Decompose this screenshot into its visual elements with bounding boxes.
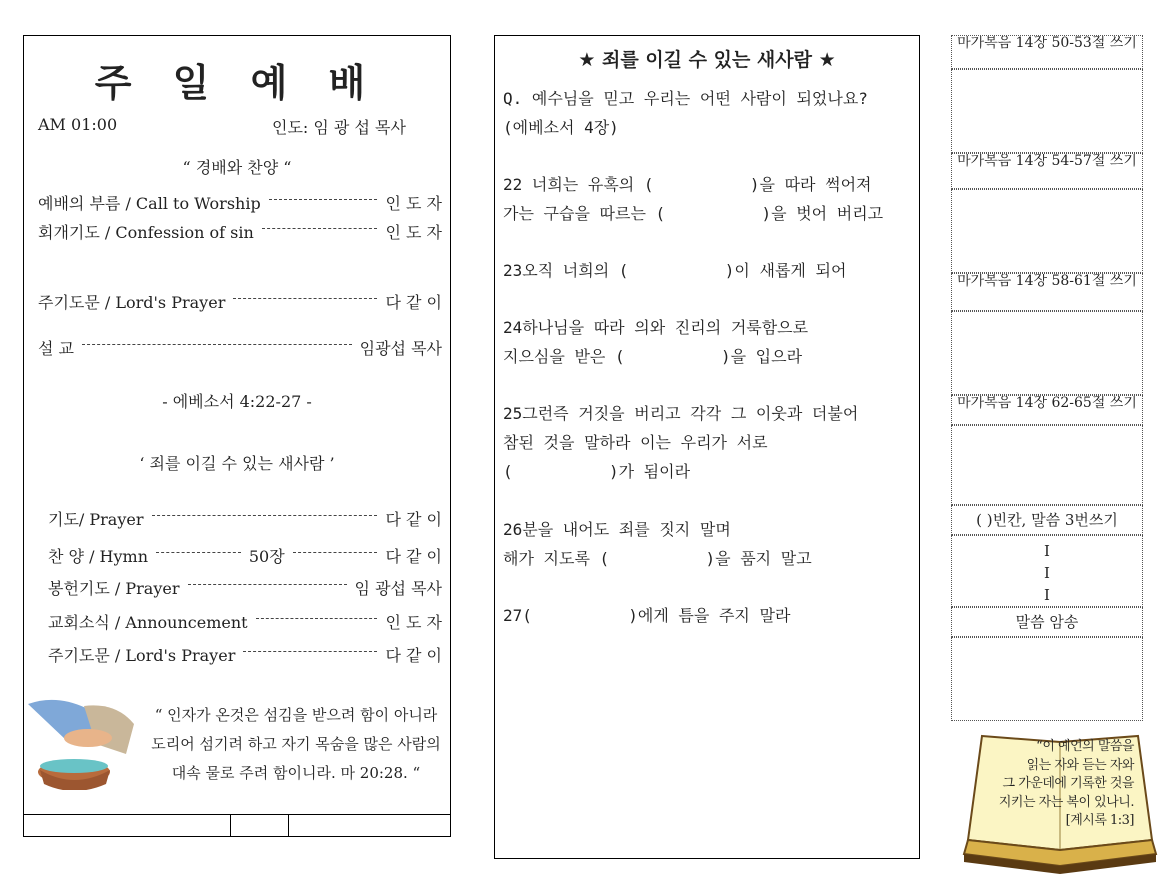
verse-line: 그 가운데에 기록한 것을 [1002,776,1134,791]
order-who: 다 같 이 [385,646,442,665]
worksheet-line: 24하나님을 따라 의와 진리의 거룩함으로 [503,318,809,337]
worksheet-line: (에베소서 4장) [503,118,619,137]
worksheet-line: 27( )에게 틈을 주지 말라 [503,606,791,625]
order-announcement [48,610,442,633]
mark: I [1044,542,1050,560]
foot-washing-illustration [26,694,144,790]
writing-cell-blank[interactable] [951,425,1143,505]
order-prayer [48,507,442,530]
writing-cell-header: 마가복음 14장 54-57절 쓰기 [951,153,1143,189]
mark: I [1044,564,1050,582]
quote-block [146,701,446,788]
order-sermon [38,336,442,359]
worksheet-line: 23오직 너희의 ( )이 새롭게 되어 [503,261,847,280]
footer-strip [24,814,450,836]
worksheet-line: ( )가 됨이라 [503,462,691,481]
writing-cell-blank[interactable] [951,189,1143,273]
page-title: 주 일 예 배 [94,60,380,105]
writing-cell-blank[interactable] [951,311,1143,395]
order-lords-prayer-1 [38,290,442,313]
worksheet-line: 가는 구습을 따르는 ( )을 벗어 버리고 [503,204,884,223]
sermon-title: ‘ 죄를 이길 수 있는 새사람 ’ [139,454,335,473]
order-who: 인 도 자 [385,613,442,632]
order-label: 회개기도 / Confession of sin [38,223,254,242]
verse-reference: [계시록 1:3] [1065,813,1134,828]
mark: I [1044,586,1050,604]
section-praise: “ 경배와 찬양 “ [182,158,292,177]
worksheet-line: 25그런즉 거짓을 버리고 각각 그 이웃과 더불어 [503,404,859,423]
memorize-label: 말씀 암송 [951,607,1143,637]
verse-line: 읽는 자와 듣는 자와 [1026,757,1134,773]
order-label: 교회소식 / Announcement [48,613,248,632]
order-label: 주기도문 / Lord's Prayer [38,293,226,312]
order-label: 봉헌기도 / Prayer [48,579,180,598]
writing-cell-header: 마가복음 14장 58-61절 쓰기 [951,273,1143,311]
worksheet-panel [494,35,920,859]
service-time: AM 01:00 [38,115,118,134]
memorize-blank[interactable] [951,637,1143,721]
worksheet-line: 지으심을 받은 ( )을 입으라 [503,347,803,366]
writing-cell-header: 마가복음 14장 50-53절 쓰기 [951,35,1143,69]
order-call-to-worship [38,191,442,214]
order-who: 임 광섭 목사 [354,579,442,598]
order-who: 다 같 이 [385,293,442,312]
quote-line: 대속 물로 주려 함이니라. 마 20:28. “ [171,764,421,782]
quote-line: “ 인자가 온것은 섬김을 받으려 함이 아니라 [154,706,438,724]
worship-order-panel [23,35,451,837]
verse-line: 지키는 자는 복이 있나니. [998,794,1134,810]
worksheet-line: 참된 것을 말하라 이는 우리가 서로 [503,433,768,452]
blank-instruction: ( )빈칸, 말씀 3번쓰기 [951,505,1143,535]
order-hymn [48,544,442,567]
verse-line: “이 예언의 말씀을 [1036,739,1134,754]
worksheet-line: 22 너희는 유혹의 ( )을 따라 썩어져 [503,175,872,194]
order-confession [38,220,442,243]
writing-cell-blank[interactable] [951,69,1143,153]
scripture-reference: - 에베소서 4:22-27 - [162,392,312,411]
service-leader: 인도: 임 광 섭 목사 [272,118,406,137]
worksheet-heading: ★ 죄를 이길 수 있는 새사람 ★ [578,49,836,71]
order-lords-prayer-2 [48,643,442,666]
order-who: 인 도 자 [385,223,442,242]
order-label: 예배의 부름 / Call to Worship [38,194,261,213]
worksheet-line: 26분을 내어도 죄를 짓지 말며 [503,520,731,539]
order-label: 찬 양 / Hymn [48,547,149,566]
bible-verse [998,738,1134,831]
three-times-marks [951,535,1143,607]
order-label: 기도/ Prayer [48,510,144,529]
writing-cell-header: 마가복음 14장 62-65절 쓰기 [951,395,1143,425]
order-who: 임광섭 목사 [359,339,442,358]
order-offering [48,576,442,599]
order-label: 설 교 [38,339,74,358]
quote-line: 도리어 섬기려 하고 자기 목숨을 많은 사람의 [151,735,441,753]
worksheet-line: Q. 예수님을 믿고 우리는 어떤 사람이 되었나요? [503,89,868,108]
order-who: 다 같 이 [385,510,442,529]
worksheet-line: 해가 지도록 ( )을 품지 말고 [503,549,812,568]
order-who: 다 같 이 [385,547,442,566]
order-label: 주기도문 / Lord's Prayer [48,646,236,665]
hymn-number: 50장 [248,547,285,566]
order-who: 인 도 자 [385,194,442,213]
